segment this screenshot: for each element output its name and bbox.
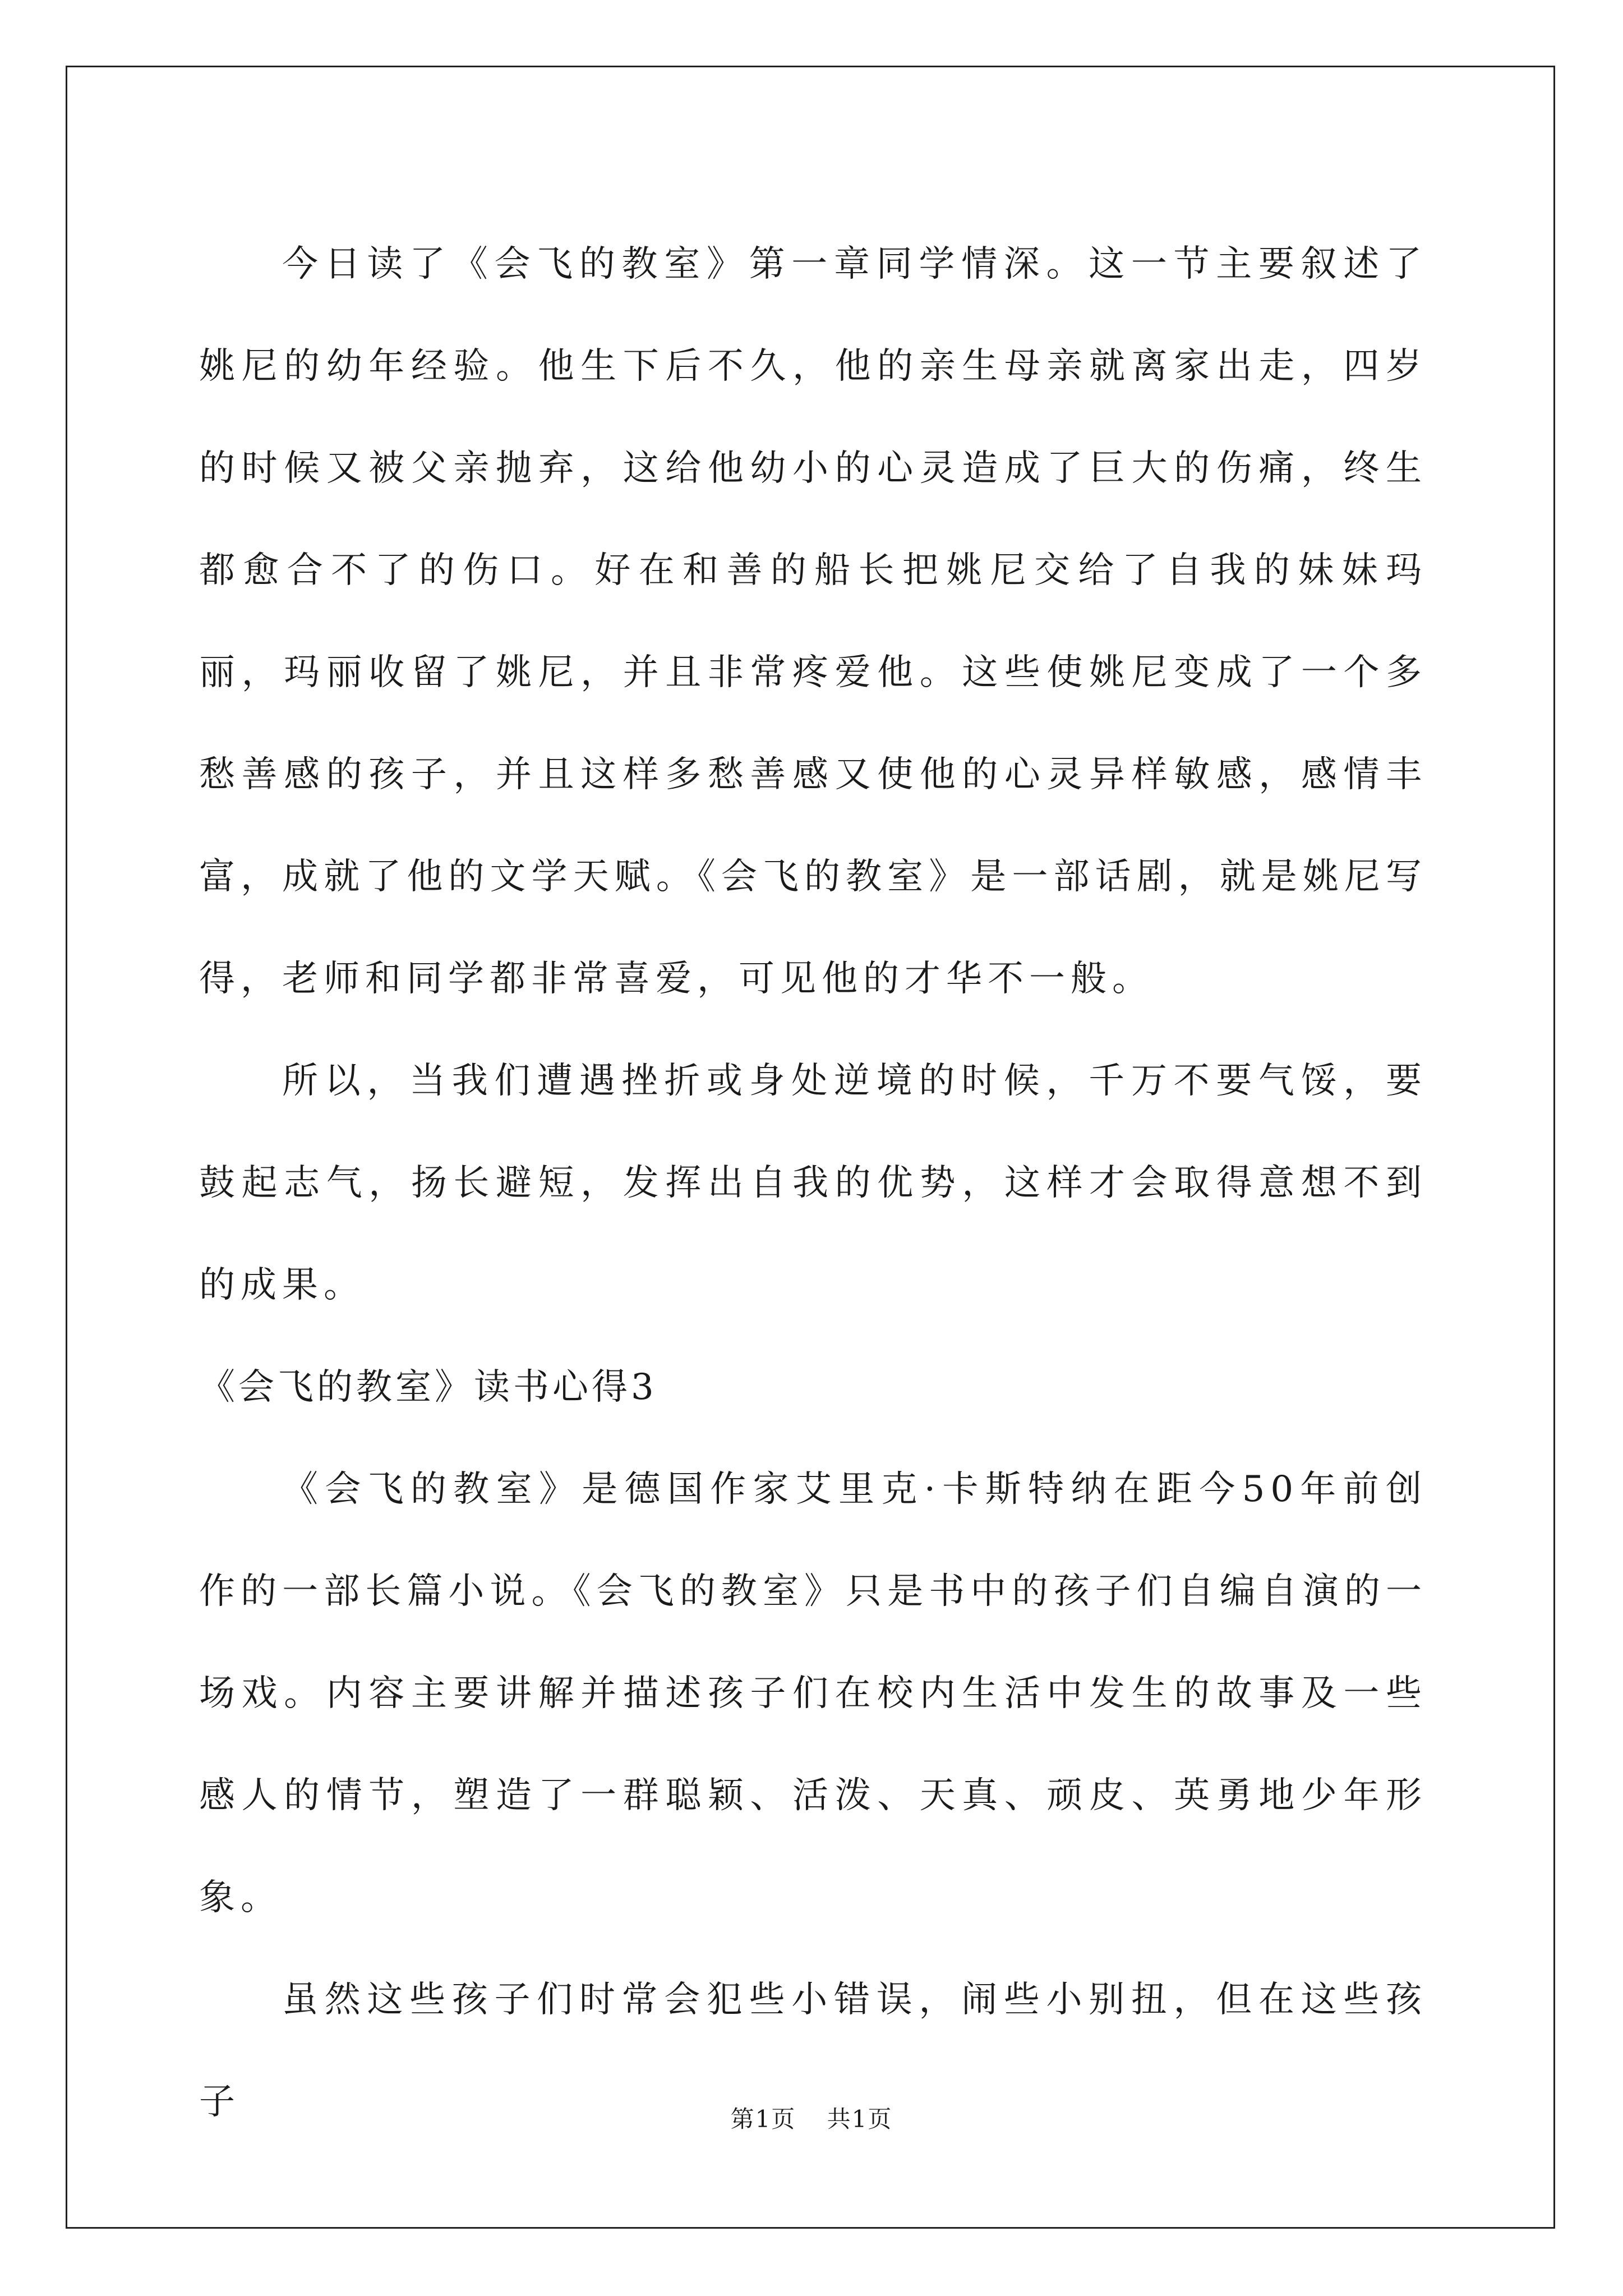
page-number: 第1页 <box>730 2105 796 2133</box>
paragraph: 虽然这些孩子们时常会犯些小错误，闹些小别扭，但在这些孩子 <box>199 1979 1427 2123</box>
page-footer <box>0 2101 1623 2134</box>
document-body <box>199 213 1427 2153</box>
paragraph: 《会飞的教室》是德国作家艾里克·卡斯特纳在距今50年前创作的一部长篇小说。《会飞的教室》只是书中的孩子们自编自演的一场戏。内容主要讲解并描述孩子们在校内生活中发生的故事及一些感人的情节，塑造了一群聪颖、活泼、天真、顽皮、英勇地少年形象。 <box>199 1469 1427 1918</box>
page-total: 共1页 <box>827 2105 893 2133</box>
paragraph: 所以，当我们遭遇挫折或身处逆境的时候，千万不要气馁，要鼓起志气，扬长避短，发挥出自我的优势，这样才会取得意想不到的成果。 <box>199 1060 1427 1306</box>
section-heading: 《会飞的教室》读书心得3 <box>199 1366 657 1408</box>
paragraph: 今日读了《会飞的教室》第一章同学情深。这一节主要叙述了姚尼的幼年经验。他生下后不久，他的亲生母亲就离家出走，四岁的时候又被父亲抛弃，这给他幼小的心灵造成了巨大的伤痛，终生都愈合不了的伤口。好在和善的船长把姚尼交给了自我的妹妹玛丽，玛丽收留了姚尼，并且非常疼爱他。这些使姚尼变成了一个多愁善感的孩子，并且这样多愁善感又使他的心灵异样敏感，感情丰富，成就了他的文学天赋。《会飞的教室》是一部话剧，就是姚尼写得，老师和同学都非常喜爱，可见他的才华不一般。 <box>199 243 1427 1000</box>
